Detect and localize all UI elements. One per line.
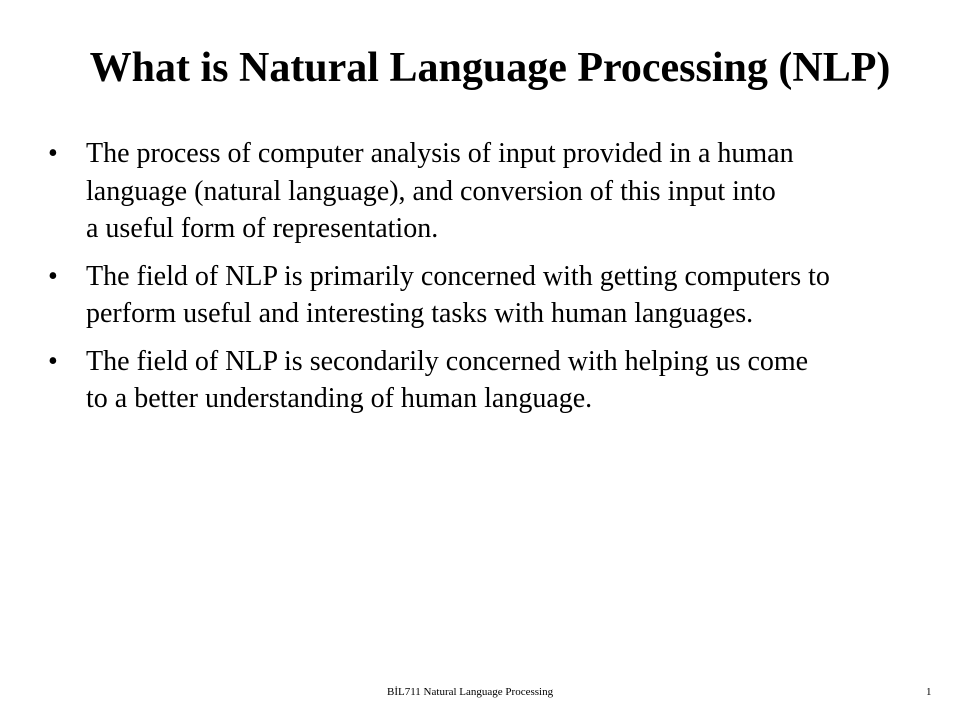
bullet-line: The field of NLP is secondarily concerned with helping us come [86, 345, 809, 377]
page-number: 1 [926, 686, 932, 698]
bullet-list [48, 135, 948, 428]
bullet-marker: • [48, 345, 58, 377]
bullet-line: language (natural language), and conversion of this input into [86, 175, 776, 207]
slide-title: What is Natural Language Processing (NLP) [89, 45, 891, 91]
bullet-line: to a better understanding of human language. [86, 383, 593, 414]
bullet-item [48, 135, 948, 248]
slide-footer [0, 684, 960, 700]
bullet-line: The process of computer analysis of input provided in a human [86, 138, 794, 169]
bullet-line: a useful form of representation. [86, 213, 439, 244]
bullet-item [48, 258, 948, 333]
bullet-marker: • [48, 260, 58, 292]
bullet-line: The field of NLP is primarily concerned with getting computers to [86, 260, 830, 292]
bullet-item [48, 343, 948, 418]
bullet-line: perform useful and interesting tasks with human languages. [86, 298, 754, 329]
footer-course-title: BİL711 Natural Language Processing [387, 686, 554, 698]
bullet-marker: • [48, 138, 58, 169]
